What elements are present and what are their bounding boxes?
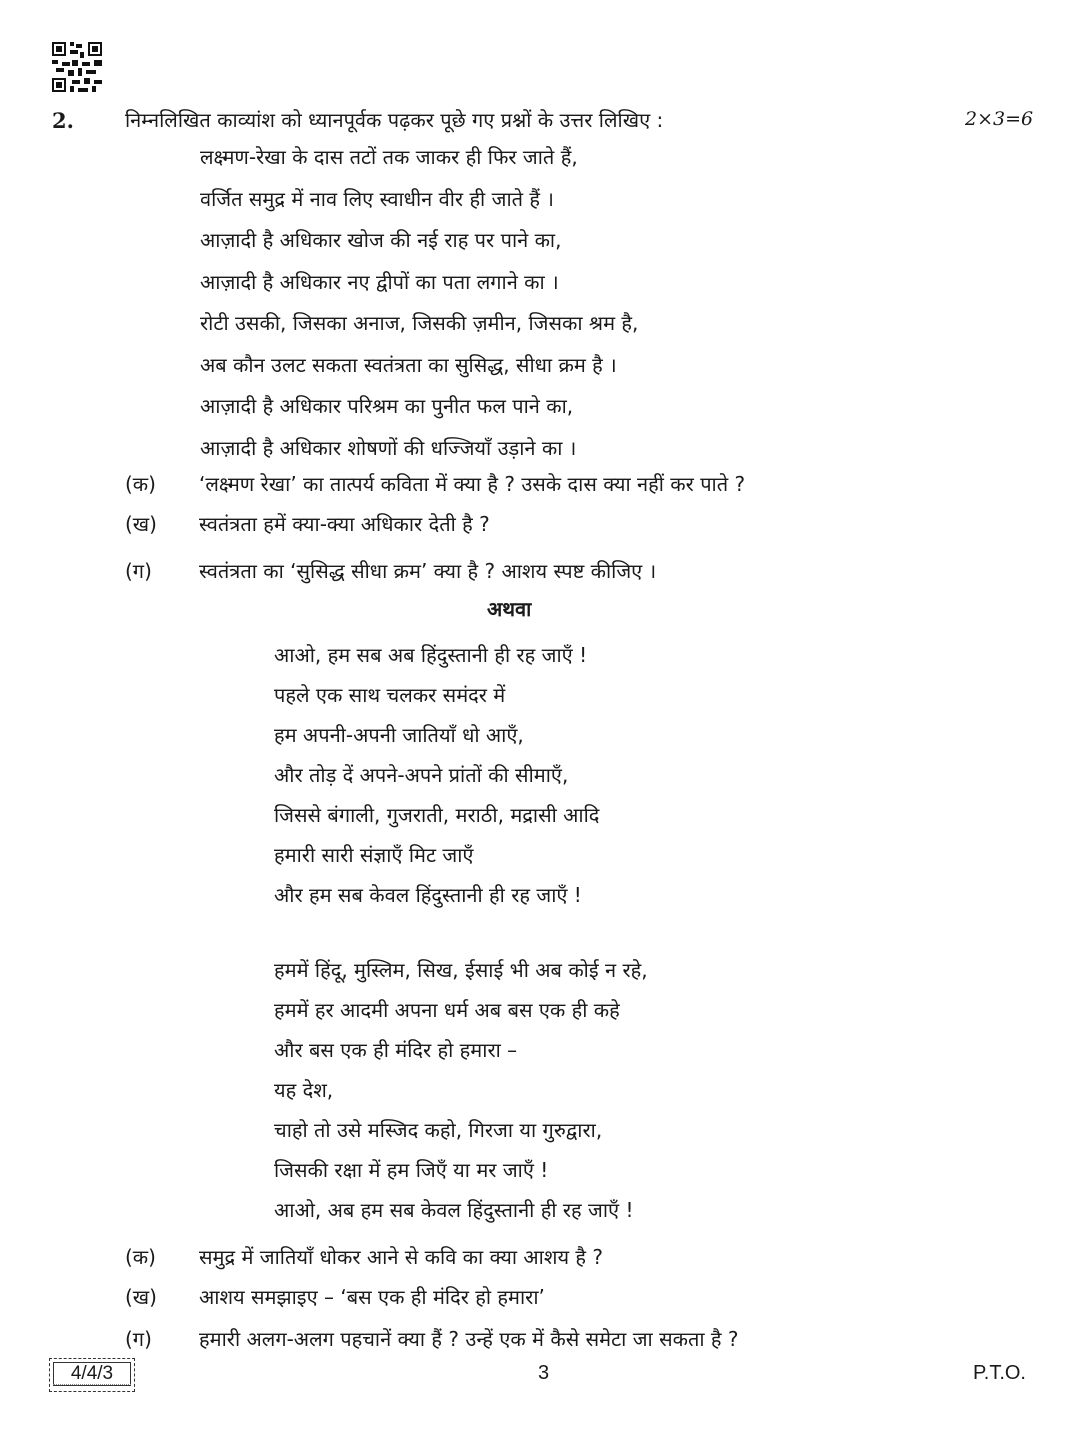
paper-code-box	[49, 1358, 135, 1392]
sub-question	[125, 1243, 603, 1270]
poem-line: हम अपनी-अपनी जातियाँ धो आएँ,	[274, 723, 524, 747]
poem-line: हममें हिंदू, मुस्लिम, सिख, ईसाई भी अब कोई न रहे,	[274, 958, 648, 982]
sub-question-text: स्वतंत्रता का ‘सुसिद्ध सीधा क्रम’ क्या है ? आशय स्पष्ट कीजिए ।	[199, 559, 657, 583]
poem-passage-2-stanza-2	[274, 950, 648, 1230]
poem-line: वर्जित समुद्र में नाव लिए स्वाधीन वीर ही जाते हैं ।	[200, 186, 554, 211]
poem-line: जिसकी रक्षा में हम जिएँ या मर जाएँ !	[274, 1158, 549, 1182]
poem-line: अब कौन उलट सकता स्वतंत्रता का सुसिद्ध, सीधा क्रम है ।	[200, 352, 617, 377]
marks-allocation: 2×3=6	[965, 108, 1034, 130]
poem-line: आज़ादी है अधिकार खोज की नई राह पर पाने का,	[200, 228, 562, 252]
sub-question-label: (ग)	[125, 1327, 152, 1351]
sub-question-label: (क)	[125, 1245, 156, 1269]
sub-question	[125, 1325, 739, 1352]
poem-line: पहले एक साथ चलकर समंदर में	[274, 683, 506, 707]
poem-line: आज़ादी है अधिकार शोषणों की धज्जियाँ उड़ाने का ।	[200, 435, 577, 460]
poem-line: आओ, अब हम सब केवल हिंदुस्तानी ही रह जाएँ !	[274, 1198, 634, 1222]
qr-code-icon	[52, 42, 102, 92]
poem-line: यह देश,	[274, 1078, 334, 1102]
paper-code: 4/4/3	[53, 1362, 131, 1386]
sub-question	[125, 470, 745, 497]
poem-passage-1	[200, 137, 638, 469]
question-number: 2.	[52, 108, 74, 133]
paper-code-fineprint	[53, 1384, 131, 1389]
poem-line: और बस एक ही मंदिर हो हमारा –	[274, 1038, 518, 1062]
sub-question-label: (ख)	[125, 1285, 157, 1309]
poem-line: हमारी सारी संज्ञाएँ मिट जाएँ	[274, 843, 474, 867]
poem-line: आज़ादी है अधिकार नए द्वीपों का पता लगाने का ।	[200, 269, 559, 294]
poem-line: चाहो तो उसे मस्जिद कहो, गिरजा या गुरुद्वारा,	[274, 1118, 603, 1142]
sub-question-text: आशय समझाइए – ‘बस एक ही मंदिर हो हमारा’	[199, 1285, 545, 1309]
sub-question-text: ‘लक्ष्मण रेखा’ का तात्पर्य कविता में क्या है ? उसके दास क्या नहीं कर पाते ?	[199, 472, 746, 496]
sub-question-text: समुद्र में जातियाँ धोकर आने से कवि का क्या आशय है ?	[199, 1245, 604, 1269]
poem-line: आओ, हम सब अब हिंदुस्तानी ही रह जाएँ !	[274, 643, 588, 667]
poem-line: जिससे बंगाली, गुजराती, मराठी, मद्रासी आदि	[274, 803, 600, 827]
poem-passage-2-stanza-1	[274, 635, 599, 915]
question-instruction: निम्नलिखित काव्यांश को ध्यानपूर्वक पढ़कर पूछे गए प्रश्नों के उत्तर लिखिए :	[125, 108, 664, 132]
sub-question-text: हमारी अलग-अलग पहचानें क्या हैं ? उन्हें एक में कैसे समेटा जा सकता है ?	[199, 1327, 739, 1351]
sub-question-label: (क)	[125, 472, 156, 496]
poem-line: और हम सब केवल हिंदुस्तानी ही रह जाएँ !	[274, 883, 582, 907]
poem-line: हममें हर आदमी अपना धर्म अब बस एक ही कहे	[274, 998, 620, 1022]
poem-line: आज़ादी है अधिकार परिश्रम का पुनीत फल पाने का,	[200, 394, 574, 418]
sub-question	[125, 510, 490, 537]
sub-question	[125, 1283, 545, 1310]
pto-label: P.T.O.	[973, 1362, 1026, 1384]
poem-line: लक्ष्मण-रेखा के दास तटों तक जाकर ही फिर जाते हैं,	[200, 145, 578, 169]
sub-question-label: (ख)	[125, 512, 157, 536]
or-heading: अथवा	[487, 597, 532, 621]
poem-line: और तोड़ दें अपने-अपने प्रांतों की सीमाएँ,	[274, 763, 569, 787]
sub-question-label: (ग)	[125, 559, 152, 583]
poem-line: रोटी उसकी, जिसका अनाज, जिसकी ज़मीन, जिसका श्रम है,	[200, 311, 639, 335]
sub-question	[125, 557, 656, 584]
sub-question-text: स्वतंत्रता हमें क्या-क्या अधिकार देती है ?	[199, 512, 490, 536]
page-number: 3	[538, 1362, 550, 1384]
